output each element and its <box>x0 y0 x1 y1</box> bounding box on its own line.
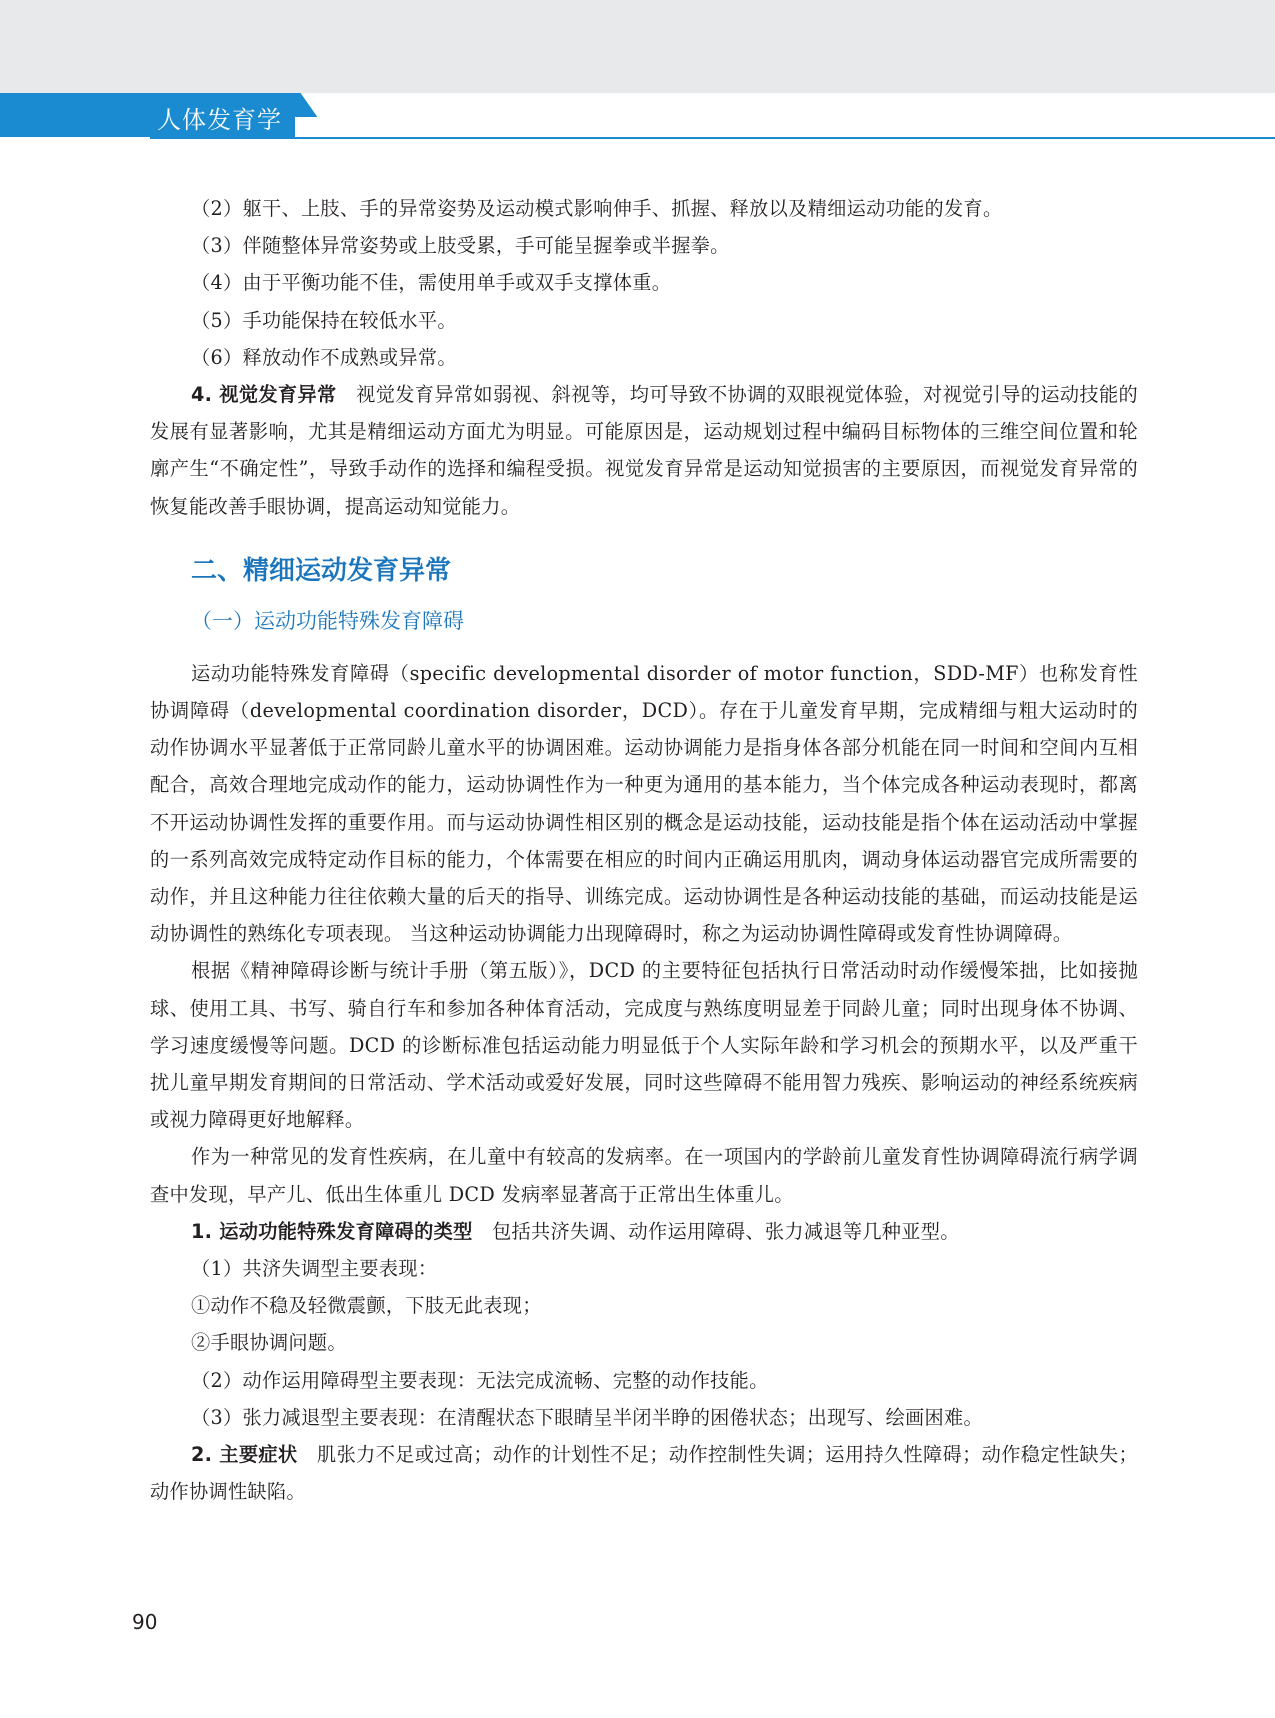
page-number: 90 <box>132 1610 158 1634</box>
header-rule <box>150 137 1275 139</box>
book-title: 人体发育学 <box>157 106 282 134</box>
list-item: （5）手功能保持在较低水平。 <box>191 308 457 332</box>
list-item: （6）释放动作不成熟或异常。 <box>191 345 457 369</box>
symptoms-paragraph <box>150 1436 1138 1510</box>
list-item: （4）由于平衡功能不佳，需使用单手或双手支撑体重。 <box>191 271 672 295</box>
body-paragraph: 根据《精神障碍诊断与统计手册（第五版）》，DCD 的主要特征包括执行日常活动时动作缓慢笨拙，比如接抛球、使用工具、书写、骑自行车和参加各种体育活动，完成度与熟练度明显差于同龄儿童；同时出现身体不协调、学习速度缓慢等问题。DCD 的诊断标准包括运动能力明显低于个人实际年龄和学习机会的预期水平，以及严重干扰儿童早期发育期间的日常活动、学术活动或爱好发展，同时这些障碍不能用智力残疾、影响运动的神经系统疾病或视力障碍更好地解释。 <box>150 959 1138 1132</box>
types-paragraph <box>150 1213 1138 1250</box>
list-item: （3）张力减退型主要表现：在清醒状态下眼睛呈半闭半睁的困倦状态；出现写、绘画困难。 <box>191 1405 984 1429</box>
page-content <box>150 190 1138 1511</box>
symptoms-label: 2. 主要症状 <box>191 1443 298 1467</box>
types-label: 1. 运动功能特殊发育障碍的类型 <box>191 1219 473 1243</box>
body-paragraph: 运动功能特殊发育障碍（specific developmental disorder of motor function，SDD-MF）也称发育性协调障碍（developmental coordination disorder，DCD）。存在于儿童发育早期，完成精细与粗大运动时的动作协调水平显著低于正常同龄儿童水平的协调困难。运动协调能力是指身体各部分机能在同一时间和空间内互相配合，高效合理地完成动作的能力，运动协调性作为一种更为通用的基本能力，当个体完成各种运动表现时，都离不开运动协调性发挥的重要作用。而与运动协调性相区别的概念是运动技能，运动技能是指个体在运动活动中掌握的一系列高效完成特定动作目标的能力，个体需要在相应的时间内正确运用肌肉，调动身体运动器官完成所需要的动作，并且这种能力往往依赖大量的后天的指导、训练完成。运动协调性是各种运动技能的基础，而运动技能是运动协调性的熟练化专项表现。 当这种运动协调能力出现障碍时，称之为运动协调性障碍或发育性协调障碍。 <box>150 661 1138 946</box>
visual-text: 视觉发育异常如弱视、斜视等，均可导致不协调的双眼视觉体验，对视觉引导的运动技能的发展有显著影响，尤其是精细运动方面尤为明显。可能原因是，运动规划过程中编码目标物体的三维空间位置和轮廓产生“不确定性”，导致手动作的选择和编程受损。视觉发育异常是运动知觉损害的主要原因，而视觉发育异常的恢复能改善手眼协调，提高运动知觉能力。 <box>150 383 1138 518</box>
list-item: ①动作不稳及轻微震颤，下肢无此表现； <box>191 1294 542 1318</box>
visual-paragraph <box>150 376 1138 525</box>
list-item: （3）伴随整体异常姿势或上肢受累，手可能呈握拳或半握拳。 <box>191 234 730 258</box>
visual-label: 4. 视觉发育异常 <box>191 383 337 407</box>
list-item: ②手眼协调问题。 <box>191 1331 347 1355</box>
list-item: （2）躯干、上肢、手的异常姿势及运动模式影响伸手、抓握、释放以及精细运动功能的发育。 <box>191 197 1003 220</box>
body-paragraph: 作为一种常见的发育性疾病，在儿童中有较高的发病率。在一项国内的学龄前儿童发育性协调障碍流行病学调查中发现，早产儿、低出生体重儿 DCD 发病率显著高于正常出生体重儿。 <box>150 1145 1138 1206</box>
symptoms-text: 肌张力不足或过高；动作的计划性不足；动作控制性失调；运用持久性障碍；动作稳定性缺失；动作协调性缺陷。 <box>150 1443 1139 1504</box>
types-text: 包括共济失调、动作运用障碍、张力减退等几种亚型。 <box>492 1219 960 1243</box>
subsection-heading: （一）运动功能特殊发育障碍 <box>191 608 464 633</box>
section-heading: 二、精细运动发育异常 <box>191 555 452 586</box>
list-item: （1）共济失调型主要表现： <box>191 1257 438 1281</box>
header-band <box>0 0 1275 93</box>
list-item: （2）动作运用障碍型主要表现：无法完成流畅、完整的动作技能。 <box>191 1368 769 1392</box>
